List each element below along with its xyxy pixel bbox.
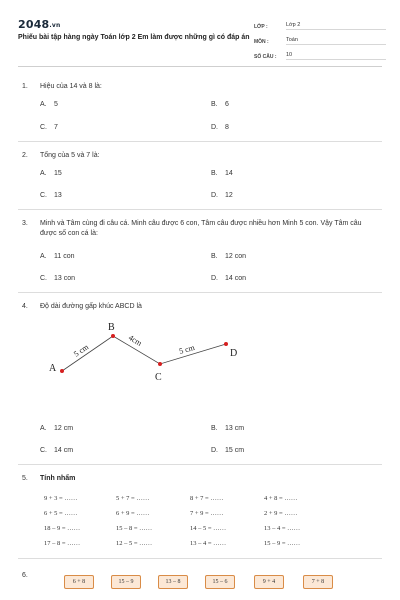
meta-value: Toán [286, 37, 386, 45]
option-d[interactable] [211, 124, 229, 131]
question-stem [22, 219, 382, 239]
option-letter: D. [211, 447, 218, 454]
option-letter: B. [211, 101, 218, 108]
question-stem [22, 151, 382, 161]
mental-math-cell[interactable]: 2 + 9 = …… [264, 510, 298, 517]
segment-bc-length: 4cm [126, 332, 144, 348]
site-logo[interactable] [18, 18, 60, 31]
mental-math-cell[interactable]: 13 – 4 = …… [264, 525, 301, 532]
option-text: 13 cm [225, 425, 245, 432]
point-b-dot [111, 334, 115, 338]
option-letter: C. [40, 124, 47, 131]
point-c-label: C [155, 372, 162, 383]
option-letter: A. [40, 253, 47, 260]
expression-box[interactable]: 7 + 8 [303, 575, 333, 589]
mental-math-cell[interactable]: 5 + 7 = …… [116, 495, 150, 502]
meta-row-class [254, 18, 386, 30]
option-text: 13 con [54, 275, 76, 282]
mental-math-cell[interactable]: 17 – 8 = …… [44, 540, 81, 547]
option-text: 12 cm [54, 425, 74, 432]
option-letter: C. [40, 275, 47, 282]
option-b[interactable] [211, 101, 229, 108]
option-c[interactable] [40, 447, 73, 454]
option-b[interactable] [211, 425, 244, 432]
meta-row-count [254, 48, 386, 60]
question-number: 5. [22, 475, 28, 482]
polyline-figure [40, 314, 260, 392]
point-d-label: D [230, 348, 238, 359]
polyline-path [62, 336, 226, 371]
segment-cd-length: 5 cm [178, 342, 196, 356]
option-a[interactable] [40, 101, 58, 108]
worksheet-meta [254, 18, 386, 63]
option-b[interactable] [211, 170, 233, 177]
question-2 [22, 151, 382, 161]
option-letter: D. [211, 275, 218, 282]
option-letter: A. [40, 170, 47, 177]
option-text: 14 con [225, 275, 247, 282]
question-number: 6. [22, 572, 28, 579]
question-text: Minh và Tâm cùng đi câu cá. Minh câu được 6 con, Tâm câu được nhiều hơn Minh 5 con. Vậy Tâm câu được số con cá là: [40, 220, 362, 237]
question-stem [22, 302, 382, 312]
option-a[interactable] [40, 170, 62, 177]
question-1 [22, 82, 382, 92]
section-divider [18, 464, 382, 465]
point-a-dot [60, 369, 64, 373]
worksheet-header [0, 0, 400, 68]
mental-math-cell[interactable]: 15 – 8 = …… [116, 525, 153, 532]
question-4 [22, 302, 382, 312]
option-c[interactable] [40, 192, 62, 199]
section-divider [18, 209, 382, 210]
option-a[interactable] [40, 253, 75, 260]
mental-math-cell[interactable]: 12 – 5 = …… [116, 540, 153, 547]
option-text: 5 [54, 101, 58, 108]
question-number: 3. [22, 220, 28, 227]
option-letter: D. [211, 192, 218, 199]
expression-box[interactable]: 13 – 8 [158, 575, 188, 589]
worksheet-title: Phiếu bài tập hàng ngày Toán lớp 2 Em làm được những gì có đáp án [18, 34, 250, 41]
option-letter: C. [40, 192, 47, 199]
point-a-label: A [49, 363, 57, 374]
option-text: 15 cm [225, 447, 245, 454]
option-c[interactable] [40, 275, 75, 282]
mental-math-cell[interactable]: 7 + 9 = …… [190, 510, 224, 517]
option-text: 12 [225, 192, 233, 199]
polyline-abcd [40, 314, 260, 392]
meta-label: SỐ CÂU : [254, 54, 277, 60]
meta-label: MÔN : [254, 39, 269, 45]
point-c-dot [158, 362, 162, 366]
expression-box[interactable]: 15 – 6 [205, 575, 235, 589]
option-text: 6 [225, 101, 229, 108]
option-letter: A. [40, 101, 47, 108]
question-3 [22, 219, 382, 239]
option-d[interactable] [211, 447, 244, 454]
option-c[interactable] [40, 124, 58, 131]
logo-main: 2048 [18, 18, 50, 31]
option-letter: C. [40, 447, 47, 454]
meta-row-subject [254, 33, 386, 45]
option-letter: B. [211, 425, 218, 432]
option-text: 15 [54, 170, 62, 177]
option-a[interactable] [40, 425, 73, 432]
mental-math-cell[interactable]: 14 – 5 = …… [190, 525, 227, 532]
mental-math-cell[interactable]: 6 + 5 = …… [44, 510, 78, 517]
segment-ab-length: 5 cm [72, 342, 91, 359]
meta-value: Lớp 2 [286, 22, 386, 30]
header-divider [18, 66, 382, 67]
option-text: 14 cm [54, 447, 74, 454]
question-number: 2. [22, 152, 28, 159]
expression-box[interactable]: 9 + 4 [254, 575, 284, 589]
question-stem [22, 82, 382, 92]
question-stem [22, 474, 382, 484]
expression-box[interactable]: 6 + 8 [64, 575, 94, 589]
option-letter: D. [211, 124, 218, 131]
mental-math-cell[interactable]: 15 – 9 = …… [264, 540, 301, 547]
option-text: 11 con [54, 253, 75, 260]
mental-math-cell[interactable]: 18 – 9 = …… [44, 525, 81, 532]
option-text: 14 [225, 170, 233, 177]
mental-math-cell[interactable]: 6 + 9 = …… [116, 510, 150, 517]
mental-math-cell[interactable]: 8 + 7 = …… [190, 495, 224, 502]
section-divider [18, 292, 382, 293]
question-text: Hiệu của 14 và 8 là: [40, 83, 102, 90]
point-b-label: B [108, 322, 115, 333]
option-letter: B. [211, 170, 218, 177]
mental-math-cell[interactable]: 13 – 4 = …… [190, 540, 227, 547]
question-text: Độ dài đường gấp khúc ABCD là [40, 303, 142, 310]
section-divider [18, 141, 382, 142]
meta-label: LỚP : [254, 24, 268, 30]
option-text: 12 con [225, 253, 247, 260]
section-divider [18, 558, 382, 559]
option-d[interactable] [211, 192, 233, 199]
mental-math-cell[interactable]: 9 + 3 = …… [44, 495, 78, 502]
option-text: 8 [225, 124, 229, 131]
option-letter: A. [40, 425, 47, 432]
option-text: 7 [54, 124, 58, 131]
point-d-dot [224, 342, 228, 346]
logo-suffix: .vn [49, 22, 61, 29]
question-number: 4. [22, 303, 28, 310]
question-5 [22, 474, 382, 484]
option-letter: B. [211, 253, 218, 260]
option-b[interactable] [211, 253, 246, 260]
expression-box[interactable]: 15 – 9 [111, 575, 141, 589]
question-number: 1. [22, 83, 28, 90]
question-text: Tính nhẩm [40, 475, 76, 482]
mental-math-cell[interactable]: 4 + 8 = …… [264, 495, 298, 502]
option-d[interactable] [211, 275, 246, 282]
meta-value: 10 [286, 52, 386, 60]
question-text: Tổng của 5 và 7 là: [40, 152, 100, 159]
option-text: 13 [54, 192, 62, 199]
